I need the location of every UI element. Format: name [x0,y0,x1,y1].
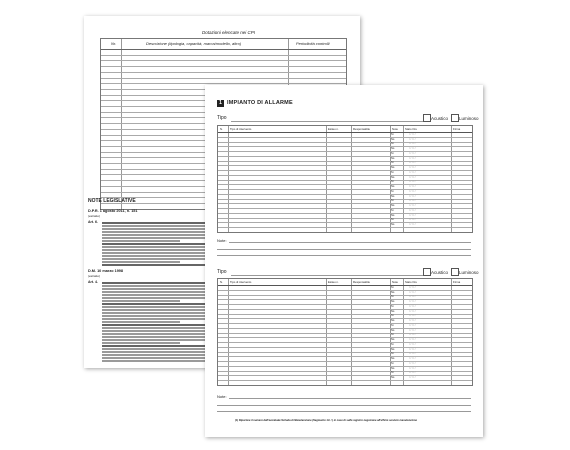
time-dots: / / / / / [409,199,416,203]
back-table-row [101,78,346,79]
table-row [218,203,472,204]
table-row [218,361,472,362]
time-dots: / / / / / [409,132,416,136]
table-row [218,314,472,318]
table-row [218,333,472,337]
time-dots: / / / / / [409,342,416,346]
time-dots: / / / / / [409,218,416,222]
table-row [218,290,472,291]
yes-no-label: No [391,357,395,361]
table-row [218,156,472,157]
notes-heading: NOTE LEGISLATIVE [88,198,136,204]
yes-no-label: Sì [391,189,394,193]
yes-no-label: No [391,137,395,141]
table-row [218,371,472,375]
time-dots: / / / / / [409,328,416,332]
table-row [218,142,472,146]
column-header: Tipo di intervento [230,126,252,131]
yes-no-label: Sì [391,132,394,136]
ref1-sub: (estratto) [88,214,101,218]
table-row [218,151,472,152]
block2-luminoso-checkbox[interactable] [451,268,459,276]
time-dots: / / / / / [409,309,416,313]
text-line [102,342,180,344]
time-dots: / / / / / [409,151,416,155]
footer-note: (1) Riportare il numero dell'eventuale Scheda di Manutenzione (Segmento 1/c / ) in caso di sullo registro negozione all'ufficio servizio manutenzione [235,419,417,422]
yes-no-label: Sì [391,304,394,308]
table-row [218,170,472,171]
text-line [102,300,180,302]
column-header: Note [392,126,398,131]
yes-no-label: Sì [391,151,394,155]
yes-no-label: Sì [391,199,394,203]
yes-no-label: Sì [391,161,394,165]
time-dots: / / / / / [409,189,416,193]
back-col-nr: Nr. [111,41,117,46]
section-number-badge: 1 [217,100,224,107]
time-dots: / / / / / [409,147,416,151]
block1-acustico-label: Acustico [431,116,449,121]
column-header: Firma [453,279,461,284]
yes-no-label: Sì [391,218,394,222]
yes-no-label: No [391,204,395,208]
yes-no-label: No [391,175,395,179]
time-dots: / / / / / [409,166,416,170]
yes-no-label: No [391,328,395,332]
text-line [102,321,180,323]
block2-acustico-label: Acustico [431,270,449,275]
block2-note-label: Note: [217,394,227,399]
yes-no-label: No [391,213,395,217]
column-header: Tipo di intervento [230,279,252,284]
yes-no-label: No [391,366,395,370]
block1-acustico-checkbox[interactable] [423,114,431,122]
time-dots: / / / / / [409,175,416,179]
back-table-title: Dotazioni elencate nei CPI [202,30,256,35]
table-row [218,342,472,343]
table-row [218,227,472,228]
yes-no-label: Sì [391,170,394,174]
yes-no-label: Sì [391,285,394,289]
yes-no-label: Sì [391,208,394,212]
time-dots: / / / / / [409,185,416,189]
column-header: N. [220,126,223,131]
column-header: Stato Ore [405,279,417,284]
time-dots: / / / / / [409,319,416,323]
time-dots: / / / / / [409,361,416,365]
time-dots: / / / / / [409,204,416,208]
yes-no-label: No [391,156,395,160]
time-dots: / / / / / [409,295,416,299]
table-row [218,328,472,329]
table-row [218,180,472,184]
time-dots: / / / / / [409,170,416,174]
block2-table [217,278,473,386]
yes-no-label: No [391,347,395,351]
table-row [218,184,472,185]
table-row [218,337,472,338]
column-header: N. [220,279,223,284]
yes-no-label: No [391,166,395,170]
column-header: Firma [453,126,461,131]
block1-note-label: Note: [217,238,227,243]
ref2-title: D.M. 10 marzo 1998 [88,269,124,273]
column-header: Responsabile [353,126,370,131]
column-header: Esiteo n. [328,126,339,131]
yes-no-label: No [391,194,395,198]
table-row [218,356,472,357]
front-page [205,85,483,437]
time-dots: / / / / / [409,376,416,380]
time-dots: / / / / / [409,347,416,351]
yes-no-label: Sì [391,371,394,375]
yes-no-label: Sì [391,361,394,365]
time-dots: / / / / / [409,137,416,141]
time-dots: / / / / / [409,333,416,337]
column-header: Responsabile [353,279,370,284]
time-dots: / / / / / [409,156,416,160]
table-row [218,199,472,203]
yes-no-label: Sì [391,295,394,299]
time-dots: / / / / / [409,352,416,356]
block1-tipo-label: Tipo [217,115,227,121]
table-row [218,304,472,305]
back-table-row [101,72,346,73]
table-row [218,132,472,133]
yes-no-label: No [391,309,395,313]
table-row [218,146,472,147]
table-row [218,175,472,176]
column-header: Esiteo n. [328,279,339,284]
column-header: Stato Ore [405,126,417,131]
table-row [218,208,472,209]
time-dots: / / / / / [409,213,416,217]
table-row [218,323,472,324]
back-col-desc: Descrizione (tipologia, capacità, marca/modello, altro) [146,41,242,46]
yes-no-label: No [391,223,395,227]
back-col-period: Periodicità controlli [296,41,330,46]
yes-no-label: Sì [391,342,394,346]
time-dots: / / / / / [409,314,416,318]
time-dots: / / / / / [409,323,416,327]
yes-no-label: No [391,147,395,151]
block2-tipo-label: Tipo [217,269,227,275]
block1-table [217,125,473,233]
time-dots: / / / / / [409,194,416,198]
back-table-row [101,55,346,56]
table-row [218,189,472,190]
table-row [218,380,472,381]
back-table-row [101,60,346,61]
yes-no-label: Sì [391,142,394,146]
section-title: IMPIANTO DI ALLARME [227,100,293,106]
yes-no-label: Sì [391,323,394,327]
yes-no-label: Sì [391,314,394,318]
table-row [218,295,472,299]
yes-no-label: No [391,376,395,380]
text-line [102,240,180,242]
time-dots: / / / / / [409,366,416,370]
text-line [102,261,180,263]
table-row [218,213,472,214]
time-dots: / / / / / [409,371,416,375]
yes-no-label: No [391,338,395,342]
table-row [218,218,472,222]
table-row [218,222,472,223]
yes-no-label: No [391,290,395,294]
yes-no-label: Sì [391,352,394,356]
yes-no-label: No [391,185,395,189]
time-dots: / / / / / [409,142,416,146]
table-row [218,375,472,376]
time-dots: / / / / / [409,338,416,342]
time-dots: / / / / / [409,290,416,294]
block1-luminoso-label: Luminoso [459,116,479,121]
time-dots: / / / / / [409,304,416,308]
yes-no-label: No [391,300,395,304]
time-dots: / / / / / [409,285,416,289]
table-row [218,299,472,300]
table-row [218,137,472,138]
time-dots: / / / / / [409,300,416,304]
yes-no-label: No [391,319,395,323]
ref1-title: D.P.R. 1 agosto 2011, n. 151 [88,209,138,213]
table-row [218,285,472,286]
time-dots: / / / / / [409,161,416,165]
time-dots: / / / / / [409,223,416,227]
table-row [218,161,472,165]
yes-no-label: Sì [391,180,394,184]
table-row [218,165,472,166]
table-row [218,309,472,310]
table-row [218,366,472,367]
ref2-art: Art. 4. [88,280,98,284]
table-row [218,352,472,356]
back-table-row [101,49,346,50]
back-table-row [101,66,346,67]
block2-acustico-checkbox[interactable] [423,268,431,276]
time-dots: / / / / / [409,208,416,212]
column-header: Note [392,279,398,284]
block2-luminoso-label: Luminoso [459,270,479,275]
yes-no-label: Sì [391,333,394,337]
table-row [218,347,472,348]
time-dots: / / / / / [409,180,416,184]
table-row [218,318,472,319]
ref1-art: Art. 6. [88,220,98,224]
table-row [218,194,472,195]
ref2-sub: (estratto) [88,274,101,278]
time-dots: / / / / / [409,357,416,361]
block1-luminoso-checkbox[interactable] [451,114,459,122]
